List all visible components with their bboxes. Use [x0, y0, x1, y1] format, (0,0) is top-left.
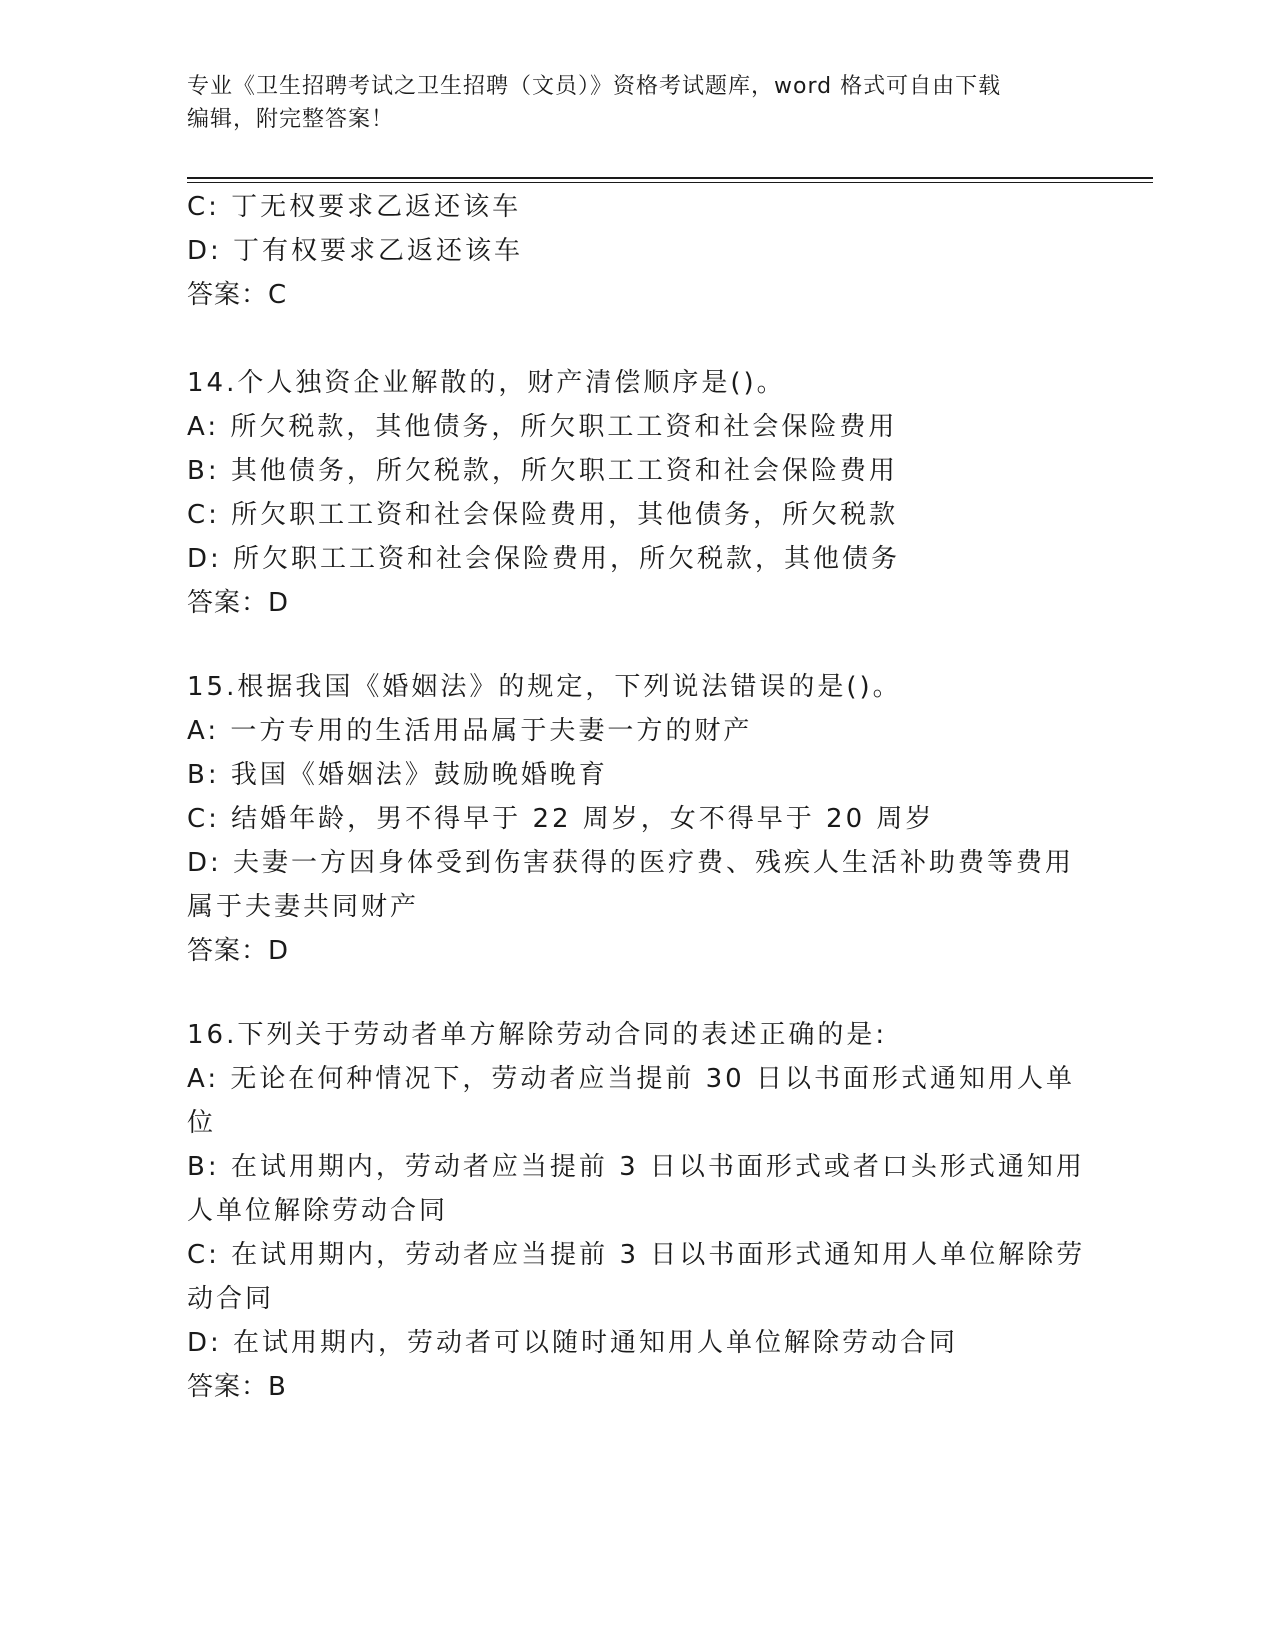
q14-option-d: D: 所欠职工工资和社会保险费用，所欠税款，其他债务: [187, 544, 901, 574]
document-header: [187, 70, 1087, 136]
header-rule-thin: [187, 182, 1153, 183]
q13-option-c: C: 丁无权要求乙返还该车: [187, 192, 522, 222]
q14-option-c: C: 所欠职工工资和社会保险费用，其他债务，所欠税款: [187, 500, 899, 530]
header-line-2: 编辑，附完整答案！: [187, 107, 395, 132]
q16-option-a-line-2: 位: [187, 1108, 217, 1138]
q15-answer: 答案：D: [187, 936, 290, 966]
q16-option-b-line-2: 人单位解除劳动合同: [187, 1196, 449, 1226]
q15-option-b: B: 我国《婚姻法》鼓励晚婚晚育: [187, 760, 608, 790]
q14-option-a: A: 所欠税款，其他债务，所欠职工工资和社会保险费用: [187, 412, 898, 442]
q15-stem: 15.根据我国《婚姻法》的规定，下列说法错误的是()。: [187, 672, 902, 702]
q14-option-b: B: 其他债务，所欠税款，所欠职工工资和社会保险费用: [187, 456, 898, 486]
q16-stem: 16.下列关于劳动者单方解除劳动合同的表述正确的是:: [187, 1020, 888, 1050]
q16-option-a-line-1: A: 无论在何种情况下，劳动者应当提前 30 日以书面形式通知用人单: [187, 1064, 1075, 1094]
q15-option-d-line-1: D: 夫妻一方因身体受到伤害获得的医疗费、残疾人生活补助费等费用: [187, 848, 1075, 878]
q16-option-b-line-1: B: 在试用期内，劳动者应当提前 3 日以书面形式或者口头形式通知用: [187, 1152, 1085, 1182]
q16-answer: 答案：B: [187, 1372, 287, 1402]
q16-option-c-line-2: 动合同: [187, 1284, 275, 1314]
q15-option-d-line-2: 属于夫妻共同财产: [187, 892, 420, 922]
q13-answer: 答案：C: [187, 280, 288, 310]
q16-option-c-line-1: C: 在试用期内，劳动者应当提前 3 日以书面形式通知用人单位解除劳: [187, 1240, 1086, 1270]
q15-option-a: A: 一方专用的生活用品属于夫妻一方的财产: [187, 716, 753, 746]
q13-option-d: D: 丁有权要求乙返还该车: [187, 236, 524, 266]
q14-answer: 答案：D: [187, 588, 290, 618]
header-rule-thick: [187, 177, 1153, 179]
q15-option-c: C: 结婚年龄，男不得早于 22 周岁，女不得早于 20 周岁: [187, 804, 935, 834]
q14-stem: 14.个人独资企业解散的，财产清偿顺序是()。: [187, 368, 786, 398]
q16-option-d: D: 在试用期内，劳动者可以随时通知用人单位解除劳动合同: [187, 1328, 959, 1358]
header-line-1: 专业《卫生招聘考试之卫生招聘（文员）》资格考试题库，word 格式可自由下载: [187, 74, 1002, 99]
